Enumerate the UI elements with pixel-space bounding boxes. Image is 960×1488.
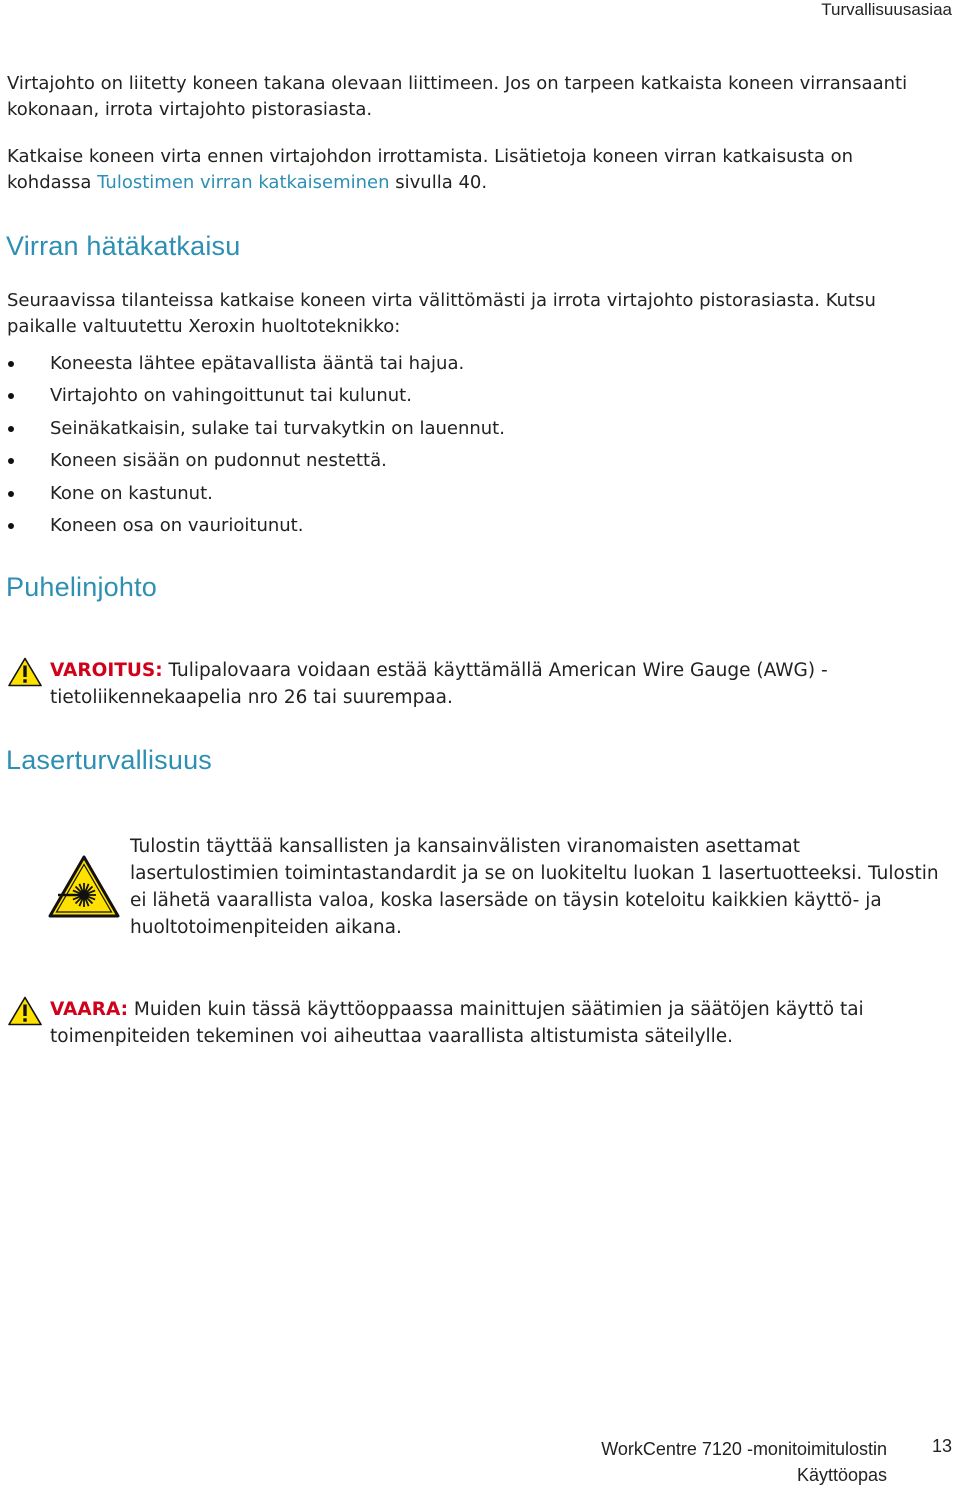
bullet-icon (8, 491, 14, 497)
bullet-icon (8, 393, 14, 399)
list-item-text: Kone on kastunut. (50, 482, 213, 504)
warning-triangle-icon (8, 657, 42, 687)
intro-paragraph-2-suffix: sivulla 40. (389, 172, 488, 193)
power-off-link[interactable]: Tulostimen virran katkaiseminen (97, 172, 390, 193)
list-item-text: Seinäkatkaisin, sulake tai turvakytkin on lauennut. (50, 417, 505, 439)
footer-doc: Käyttöopas (796, 1465, 887, 1485)
list-item-text: Koneen osa on vaurioitunut. (50, 514, 304, 536)
intro-paragraph-2 (7, 144, 937, 196)
list-item-text: Koneesta lähtee epätavallista ääntä tai hajua. (50, 353, 465, 374)
warning-notice (8, 657, 938, 713)
warning-triangle-icon (8, 996, 42, 1026)
heading-emergency-power-off: Virran hätäkatkaisu (6, 231, 241, 261)
danger-text (50, 996, 930, 1050)
danger-body: Muiden kuin tässä käyttöoppaassa mainittujen säätimien ja säätöjen käyttö tai toimenpiteiden tekeminen voi aiheuttaa vaarallista altistumista säteilylle. (50, 999, 864, 1047)
warning-label: VAROITUS: (50, 660, 163, 681)
bullet-icon (8, 426, 14, 432)
laser-description: Tulostin täyttää kansallisten ja kansainvälisten viranomaisten asettamat lasertulostimien toimintastandardit ja se on luokiteltu luokan 1 lasertuotteeksi. Tulostin ei lähetä vaarallista valoa, koska lasersäde on täysin koteloitu kaikkien käyttö- ja huoltotoimenpiteiden aikana. (130, 836, 939, 938)
bullet-icon (8, 458, 14, 464)
list-item (0, 478, 505, 510)
danger-notice (8, 996, 938, 1052)
warning-body: Tulipalovaara voidaan estää käyttämällä American Wire Gauge (AWG) -tietoliikennekaapelia nro 26 tai suurempaa. (50, 660, 828, 708)
heading-phone-cord: Puhelinjohto (6, 572, 158, 602)
list-item-text: Virtajohto on vahingoittunut tai kulunut. (50, 385, 412, 407)
footer-title (601, 1436, 887, 1488)
page-number: 13 (931, 1436, 952, 1456)
heading-laser-safety: Laserturvallisuus (6, 745, 212, 775)
intro-paragraph-1: Virtajohto on liitetty koneen takana olevaan liittimeen. Jos on tarpeen katkaista koneen virransaanti kokonaan, irrota virtajohto pistorasiasta. (7, 73, 908, 120)
list-item (0, 510, 505, 542)
running-header: Turvallisuusasiaa (821, 0, 952, 19)
danger-label: VAARA: (50, 999, 129, 1020)
laser-hazard-icon (48, 855, 120, 919)
bullet-icon (8, 361, 14, 367)
list-item (0, 348, 505, 380)
list-item-text: Koneen sisään on pudonnut nestettä. (50, 450, 387, 472)
footer-product: WorkCentre 7120 -monitoimitulostin (601, 1439, 887, 1459)
list-item (0, 380, 505, 412)
emergency-intro: Seuraavissa tilanteissa katkaise koneen virta välittömästi ja irrota virtajohto pistorasiasta. Kutsu paikalle valtuutettu Xeroxin huoltoteknikko: (7, 290, 876, 337)
intro-paragraph-2-text: Katkaise koneen virta ennen virtajohdon irrottamista. Lisätietoja koneen virran katkaisusta on kohdassa (7, 146, 854, 193)
bullet-icon (8, 523, 14, 529)
emergency-list (0, 348, 505, 542)
warning-text (50, 657, 930, 711)
list-item (0, 413, 505, 445)
list-item (0, 445, 505, 477)
